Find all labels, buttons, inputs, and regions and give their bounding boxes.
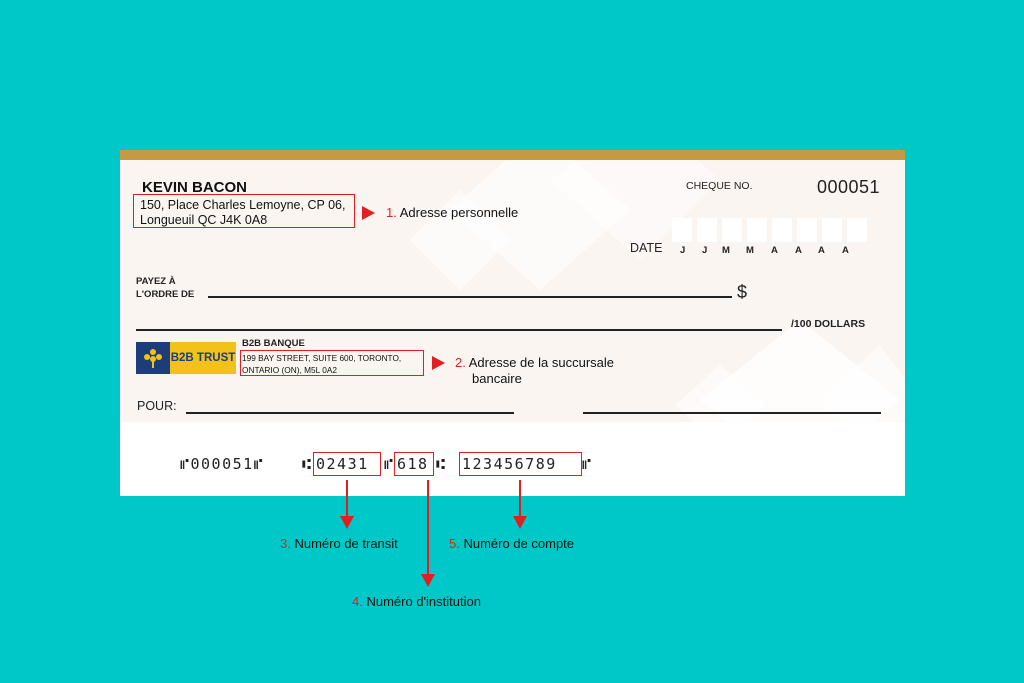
- callout-personal-address: [386, 205, 518, 220]
- address-line-1: 150, Place Charles Lemoyne, CP 06,: [140, 198, 346, 212]
- callout-text-line2: bancaire: [472, 371, 522, 386]
- callout-transit: [280, 536, 398, 551]
- callout-number: 2.: [455, 355, 466, 370]
- callout-branch-address: [455, 355, 614, 370]
- arrow-down-icon: [340, 516, 354, 529]
- date-box: [722, 218, 742, 242]
- date-letter: J: [680, 245, 686, 256]
- callout-number: 4.: [352, 594, 363, 609]
- address-line-2: Longueuil QC J4K 0A8: [140, 213, 268, 227]
- callout-number: 3.: [280, 536, 291, 551]
- arrow-right-icon: [362, 206, 375, 220]
- date-letter: J: [702, 245, 708, 256]
- date-box: [747, 218, 767, 242]
- date-box: [697, 218, 717, 242]
- arrow-right-icon: [432, 356, 445, 370]
- date-letter: A: [842, 245, 849, 256]
- arrow-down-icon: [421, 574, 435, 587]
- bank-name: B2B BANQUE: [242, 338, 305, 349]
- dollar-sign: $: [737, 282, 748, 302]
- gold-band: [120, 150, 905, 160]
- callout-number: 1.: [386, 205, 397, 220]
- micr-account: 123456789: [462, 455, 557, 473]
- date-box: [847, 218, 867, 242]
- callout-text: Adresse personnelle: [399, 205, 519, 220]
- micr-institution: 618: [397, 455, 429, 473]
- arrow-line: [519, 480, 521, 518]
- micr-cheque-number: ⑈000051⑈: [180, 455, 265, 473]
- memo-line[interactable]: [186, 412, 514, 414]
- date-letter: A: [771, 245, 778, 256]
- date-letter: M: [746, 245, 754, 256]
- bank-address-line-2: ONTARIO (ON), M5L 0A2: [242, 365, 337, 375]
- cheque: [120, 150, 905, 496]
- callout-text: Numéro de transit: [294, 536, 398, 551]
- date-letter: A: [795, 245, 802, 256]
- date-label: DATE: [630, 241, 663, 255]
- bank-logo-text: B2B TRUST: [170, 342, 236, 374]
- date-box: [797, 218, 817, 242]
- account-holder-name: KEVIN BACON: [142, 179, 248, 196]
- amount-words-line[interactable]: [136, 329, 782, 331]
- date-box: [822, 218, 842, 242]
- date-boxes: [672, 218, 867, 242]
- payee-label-line1: PAYEZ À: [136, 276, 176, 287]
- callout-text: Adresse de la succursale: [468, 355, 614, 370]
- arrow-down-icon: [513, 516, 527, 529]
- callout-institution: [352, 594, 481, 609]
- date-box: [772, 218, 792, 242]
- arrow-line: [427, 480, 429, 576]
- date-letter: M: [722, 245, 730, 256]
- micr-transit-symbol: ⑆: [302, 455, 313, 473]
- micr-transit: 02431: [316, 455, 369, 473]
- payee-line[interactable]: [208, 296, 732, 298]
- payee-label-line2: L'ORDRE DE: [136, 289, 195, 300]
- memo-label: POUR:: [137, 399, 177, 413]
- date-letter: A: [818, 245, 825, 256]
- micr-transit-symbol: ⑆: [436, 455, 447, 473]
- callout-account: [449, 536, 574, 551]
- personal-address: [140, 198, 345, 228]
- maple-leaf-icon: [136, 342, 170, 374]
- bank-address: [242, 352, 401, 376]
- cheque-number: 000051: [817, 177, 881, 197]
- signature-line[interactable]: [583, 412, 881, 414]
- arrow-line: [346, 480, 348, 518]
- cheque-no-label: CHEQUE NO.: [686, 180, 753, 192]
- micr-dash-symbol: ⑈: [384, 455, 395, 473]
- date-box: [672, 218, 692, 242]
- callout-text: Numéro de compte: [463, 536, 575, 551]
- callout-number: 5.: [449, 536, 460, 551]
- micr-on-us-symbol: ⑈: [582, 455, 593, 473]
- dollars-label: /100 DOLLARS: [791, 318, 866, 330]
- bank-address-line-1: 199 BAY STREET, SUITE 600, TORONTO,: [242, 353, 402, 363]
- bank-logo: [136, 342, 236, 374]
- callout-text: Numéro d'institution: [366, 594, 481, 609]
